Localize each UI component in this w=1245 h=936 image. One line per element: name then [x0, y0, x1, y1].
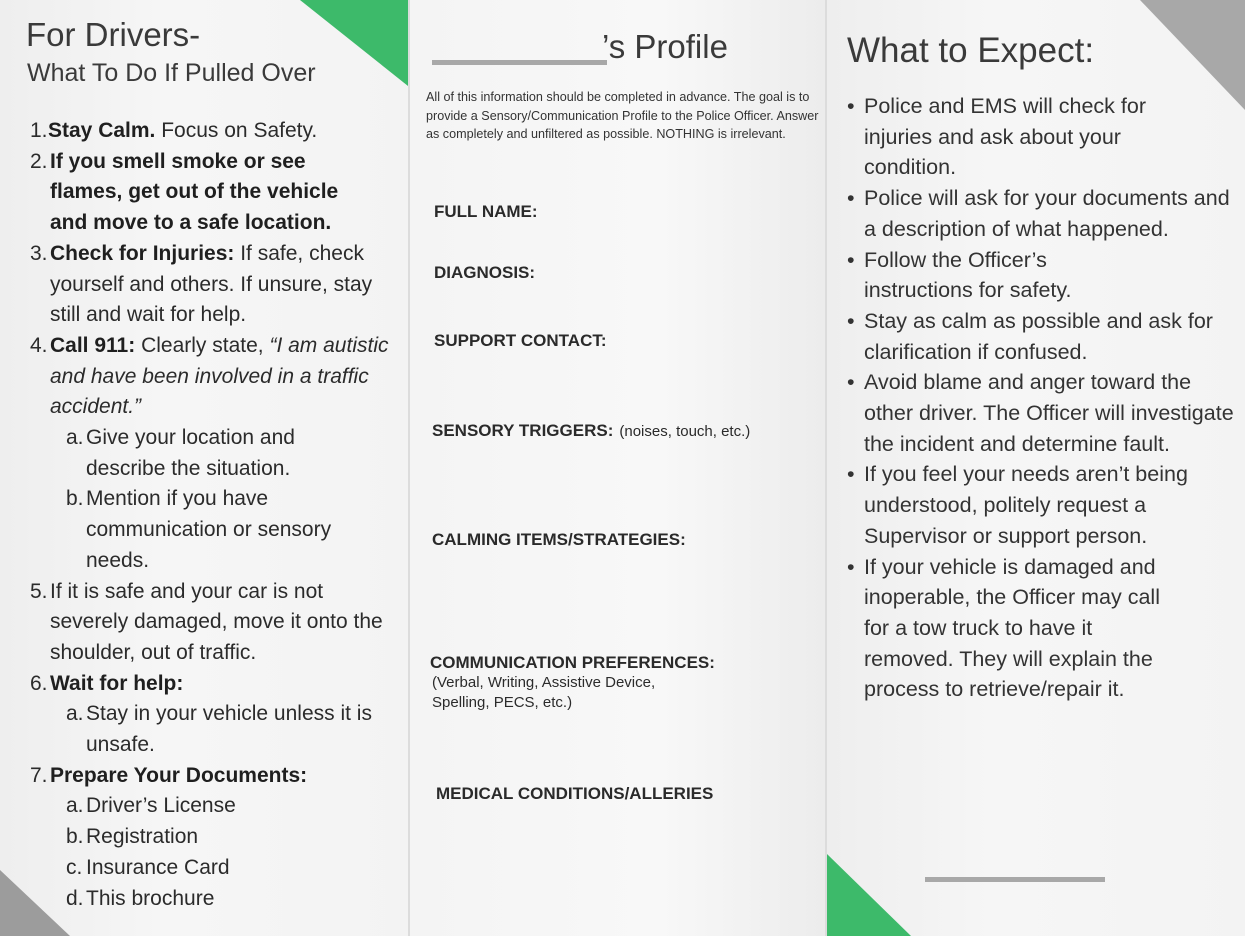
step-1: 1. Stay Calm. Focus on Safety. [30, 119, 318, 142]
step-5: 5. If it is safe and your car is not severely damaged, move it onto the shoulder, out of traffic. [30, 579, 383, 664]
right-panel [827, 0, 1245, 936]
steps-list [30, 116, 405, 914]
field-diagnosis: DIAGNOSIS: [434, 263, 536, 282]
expect-item: • Stay as calm as possible and ask for clarification if confused. [847, 306, 1237, 367]
divider-line [925, 877, 1105, 882]
field-medical: MEDICAL CONDITIONS/ALLERIES [436, 784, 714, 803]
field-sensory-triggers: SENSORY TRIGGERS: (noises, touch, etc.) [432, 421, 751, 440]
field-full-name: FULL NAME: [434, 202, 538, 221]
communication-hint: (Verbal, Writing, Assistive Device, Spelling, PECS, etc.) [432, 674, 656, 711]
profile-note: All of this information should be completed in advance. The goal is to provide a Sensory/Communication Profile to the Police Officer. Answer as completely and unfiltered as possible. NOTHING is irrelevant. [426, 90, 819, 141]
field-communication: COMMUNICATION PREFERENCES: [430, 653, 715, 672]
expect-item: • Follow the Officer’s instructions for safety. [847, 245, 1237, 306]
name-blank-line [432, 60, 607, 65]
expect-item: • If you feel your needs aren’t being understood, politely request a Supervisor or support person. [847, 459, 1237, 551]
step-6: 6. Wait for help: a. Stay in your vehicle unless it is unsafe. [30, 671, 372, 757]
middle-panel [410, 0, 825, 936]
step-4: 4. Call 911: Clearly state, “I am autistic and have been involved in a traffic accident.” a. Give your location and describe the situation. b. Mention if you have communication or sensory needs. [30, 333, 389, 572]
profile-title: ’s Profile [602, 28, 728, 65]
step-2: 2. If you smell smoke or see flames, get out of the vehicle and move to a safe location. [30, 149, 339, 235]
left-panel [0, 0, 408, 936]
step-3: 3. Check for Injuries: If safe, check yourself and others. If unsure, stay still and wait for help. [30, 241, 373, 327]
step-7: 7. Prepare Your Documents: a. Driver’s License b. Registration c. Insurance Card d. This brochure [30, 763, 308, 910]
green-corner-triangle [300, 0, 408, 86]
expect-item: • Avoid blame and anger toward the other driver. The Officer will investigate the incident and determine fault. [847, 367, 1237, 459]
left-subtitle: What To Do If Pulled Over [27, 59, 316, 87]
expect-item: • Police and EMS will check for injuries and ask about your condition. [847, 91, 1237, 183]
expect-list [847, 91, 1237, 705]
expect-item: • Police will ask for your documents and a description of what happened. [847, 183, 1237, 244]
green-corner-triangle [827, 854, 911, 936]
field-support-contact: SUPPORT CONTACT: [434, 331, 607, 350]
expect-title: What to Expect: [847, 31, 1095, 70]
left-title: For Drivers- [26, 16, 201, 53]
expect-item: • If your vehicle is damaged and inoperable, the Officer may call for a tow truck to have it removed. They will explain the process to retrieve/repair it. [847, 552, 1237, 706]
field-calming: CALMING ITEMS/STRATEGIES: [432, 530, 686, 549]
